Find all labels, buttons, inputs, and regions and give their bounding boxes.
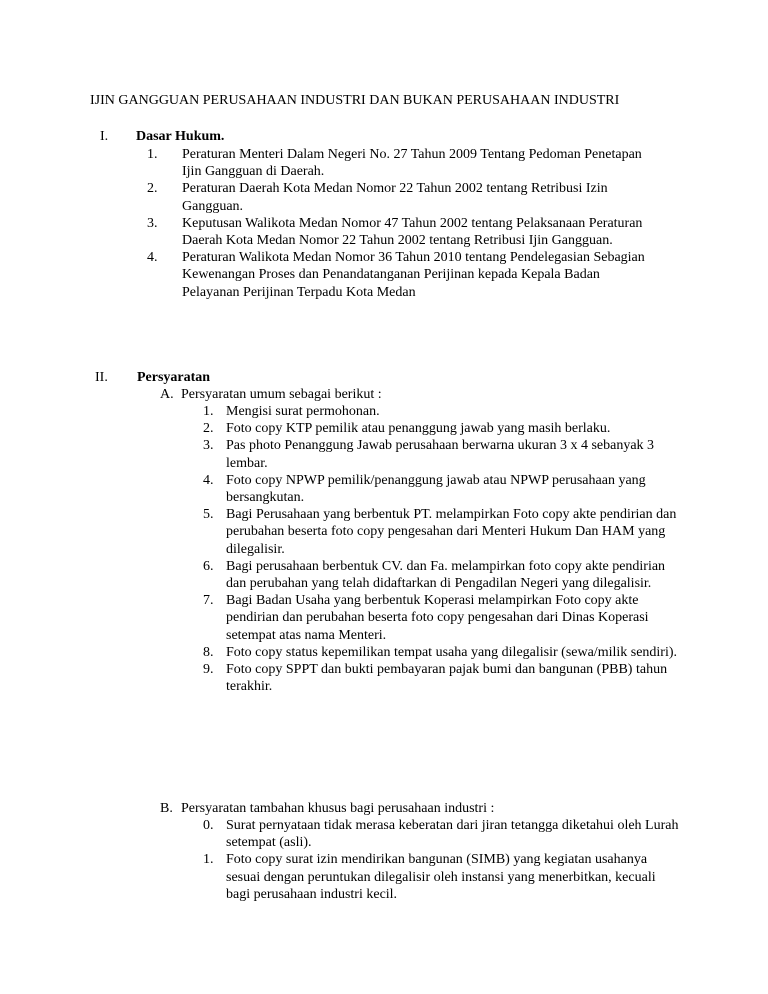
item-number: 1.	[147, 147, 158, 162]
item-number: 4.	[147, 250, 158, 266]
item-text: Surat pernyataan tidak merasa keberatan dari jiran tetangga diketahui oleh Lurah setempat (asli).	[226, 818, 679, 851]
item-text: Foto copy KTP pemilik atau penanggung jawab yang masih berlaku.	[226, 421, 611, 437]
item-number: 6.	[203, 558, 214, 574]
list-item	[203, 592, 681, 644]
item-number: 2.	[147, 181, 158, 197]
dasar-hukum-list	[147, 146, 660, 301]
subsection-label: A.	[160, 387, 174, 402]
item-number: 4.	[203, 472, 214, 488]
item-text: Foto copy surat izin mendirikan bangunan (SIMB) yang kegiatan usahanya sesuai dengan peruntukan dilegalisir oleh instansi yang menerbitkan, kecuali bagi perusahaan industri kecil.	[226, 852, 656, 902]
section-heading: Dasar Hukum.	[136, 129, 225, 144]
item-text: Pas photo Penanggung Jawab perusahaan berwarna ukuran 3 x 4 sebanyak 3 lembar.	[226, 438, 655, 471]
list-item	[203, 661, 681, 695]
item-text: Peraturan Menteri Dalam Negeri No. 27 Tahun 2009 Tentang Pedoman Penetapan Ijin Gangguan di Daerah.	[182, 147, 642, 180]
list-item	[203, 437, 681, 471]
section-number: I.	[100, 129, 109, 144]
item-text: Bagi Perusahaan yang berbentuk PT. melampirkan Foto copy akte pendirian dan perubahan beserta foto copy pengesahan dari Menteri Hukum Dan HAM yang dilegalisir.	[226, 507, 677, 557]
item-number: 1.	[203, 852, 214, 868]
item-text: Keputusan Walikota Medan Nomor 47 Tahun 2002 tentang Pelaksanaan Peraturan Daerah Kota Medan Nomor 22 Tahun 2002 tentang Retribusi Ijin Gangguan.	[182, 215, 643, 249]
persyaratan-khusus-list	[203, 817, 681, 903]
item-text: Peraturan Walikota Medan Nomor 36 Tahun 2010 tentang Pendelegasian Sebagian Kewenangan Proses dan Penandatanganan Perijinan kepada Kepala Badan Pelayanan Perijinan Terpadu Kota Medan	[182, 250, 645, 300]
list-item	[203, 817, 681, 851]
item-number: 3.	[203, 438, 214, 454]
item-text: Foto copy SPPT dan bukti pembayaran pajak bumi dan bangunan (PBB) tahun terakhir.	[226, 662, 668, 695]
item-text: Bagi Badan Usaha yang berbentuk Koperasi melampirkan Foto copy akte pendirian dan perubahan beserta foto copy pengesahan dari Dinas Koperasi setempat atas nama Menteri.	[226, 593, 649, 643]
list-item	[203, 851, 681, 903]
item-number: 7.	[203, 593, 214, 609]
item-text: Mengisi surat permohonan.	[226, 404, 380, 419]
item-text: Foto copy status kepemilikan tempat usaha yang dilegalisir (sewa/milik sendiri).	[226, 644, 678, 660]
item-number: 1.	[203, 404, 214, 419]
section-number: II.	[95, 370, 108, 385]
list-item	[147, 215, 660, 249]
list-item	[203, 558, 681, 592]
section-heading: Persyaratan	[137, 370, 211, 385]
item-number: 8.	[203, 644, 214, 660]
list-item	[203, 506, 681, 558]
item-text: Foto copy NPWP pemilik/penanggung jawab atau NPWP perusahaan yang bersangkutan.	[226, 472, 646, 506]
item-number: 5.	[203, 507, 214, 523]
document-title: IJIN GANGGUAN PERUSAHAAN INDUSTRI DAN BUKAN PERUSAHAAN INDUSTRI	[90, 93, 620, 108]
item-number: 0.	[203, 818, 214, 833]
item-number: 2.	[203, 421, 214, 437]
subsection-heading: Persyaratan umum sebagai berikut :	[181, 387, 382, 402]
list-item	[203, 420, 681, 437]
list-item	[147, 249, 660, 301]
subsection-heading: Persyaratan tambahan khusus bagi perusahaan industri :	[181, 801, 495, 816]
list-item	[203, 472, 681, 506]
subsection-label: B.	[160, 801, 173, 816]
persyaratan-umum-list	[203, 403, 681, 695]
item-number: 9.	[203, 662, 214, 678]
item-text: Bagi perusahaan berbentuk CV. dan Fa. melampirkan foto copy akte pendirian dan perubahan yang telah didaftarkan di Pengadilan Negeri yang dilegalisir.	[226, 558, 666, 592]
list-item	[203, 403, 681, 420]
item-number: 3.	[147, 215, 158, 231]
list-item	[147, 180, 660, 214]
list-item	[203, 644, 681, 661]
item-text: Peraturan Daerah Kota Medan Nomor 22 Tahun 2002 tentang Retribusi Izin Gangguan.	[182, 181, 608, 214]
list-item	[147, 146, 660, 180]
